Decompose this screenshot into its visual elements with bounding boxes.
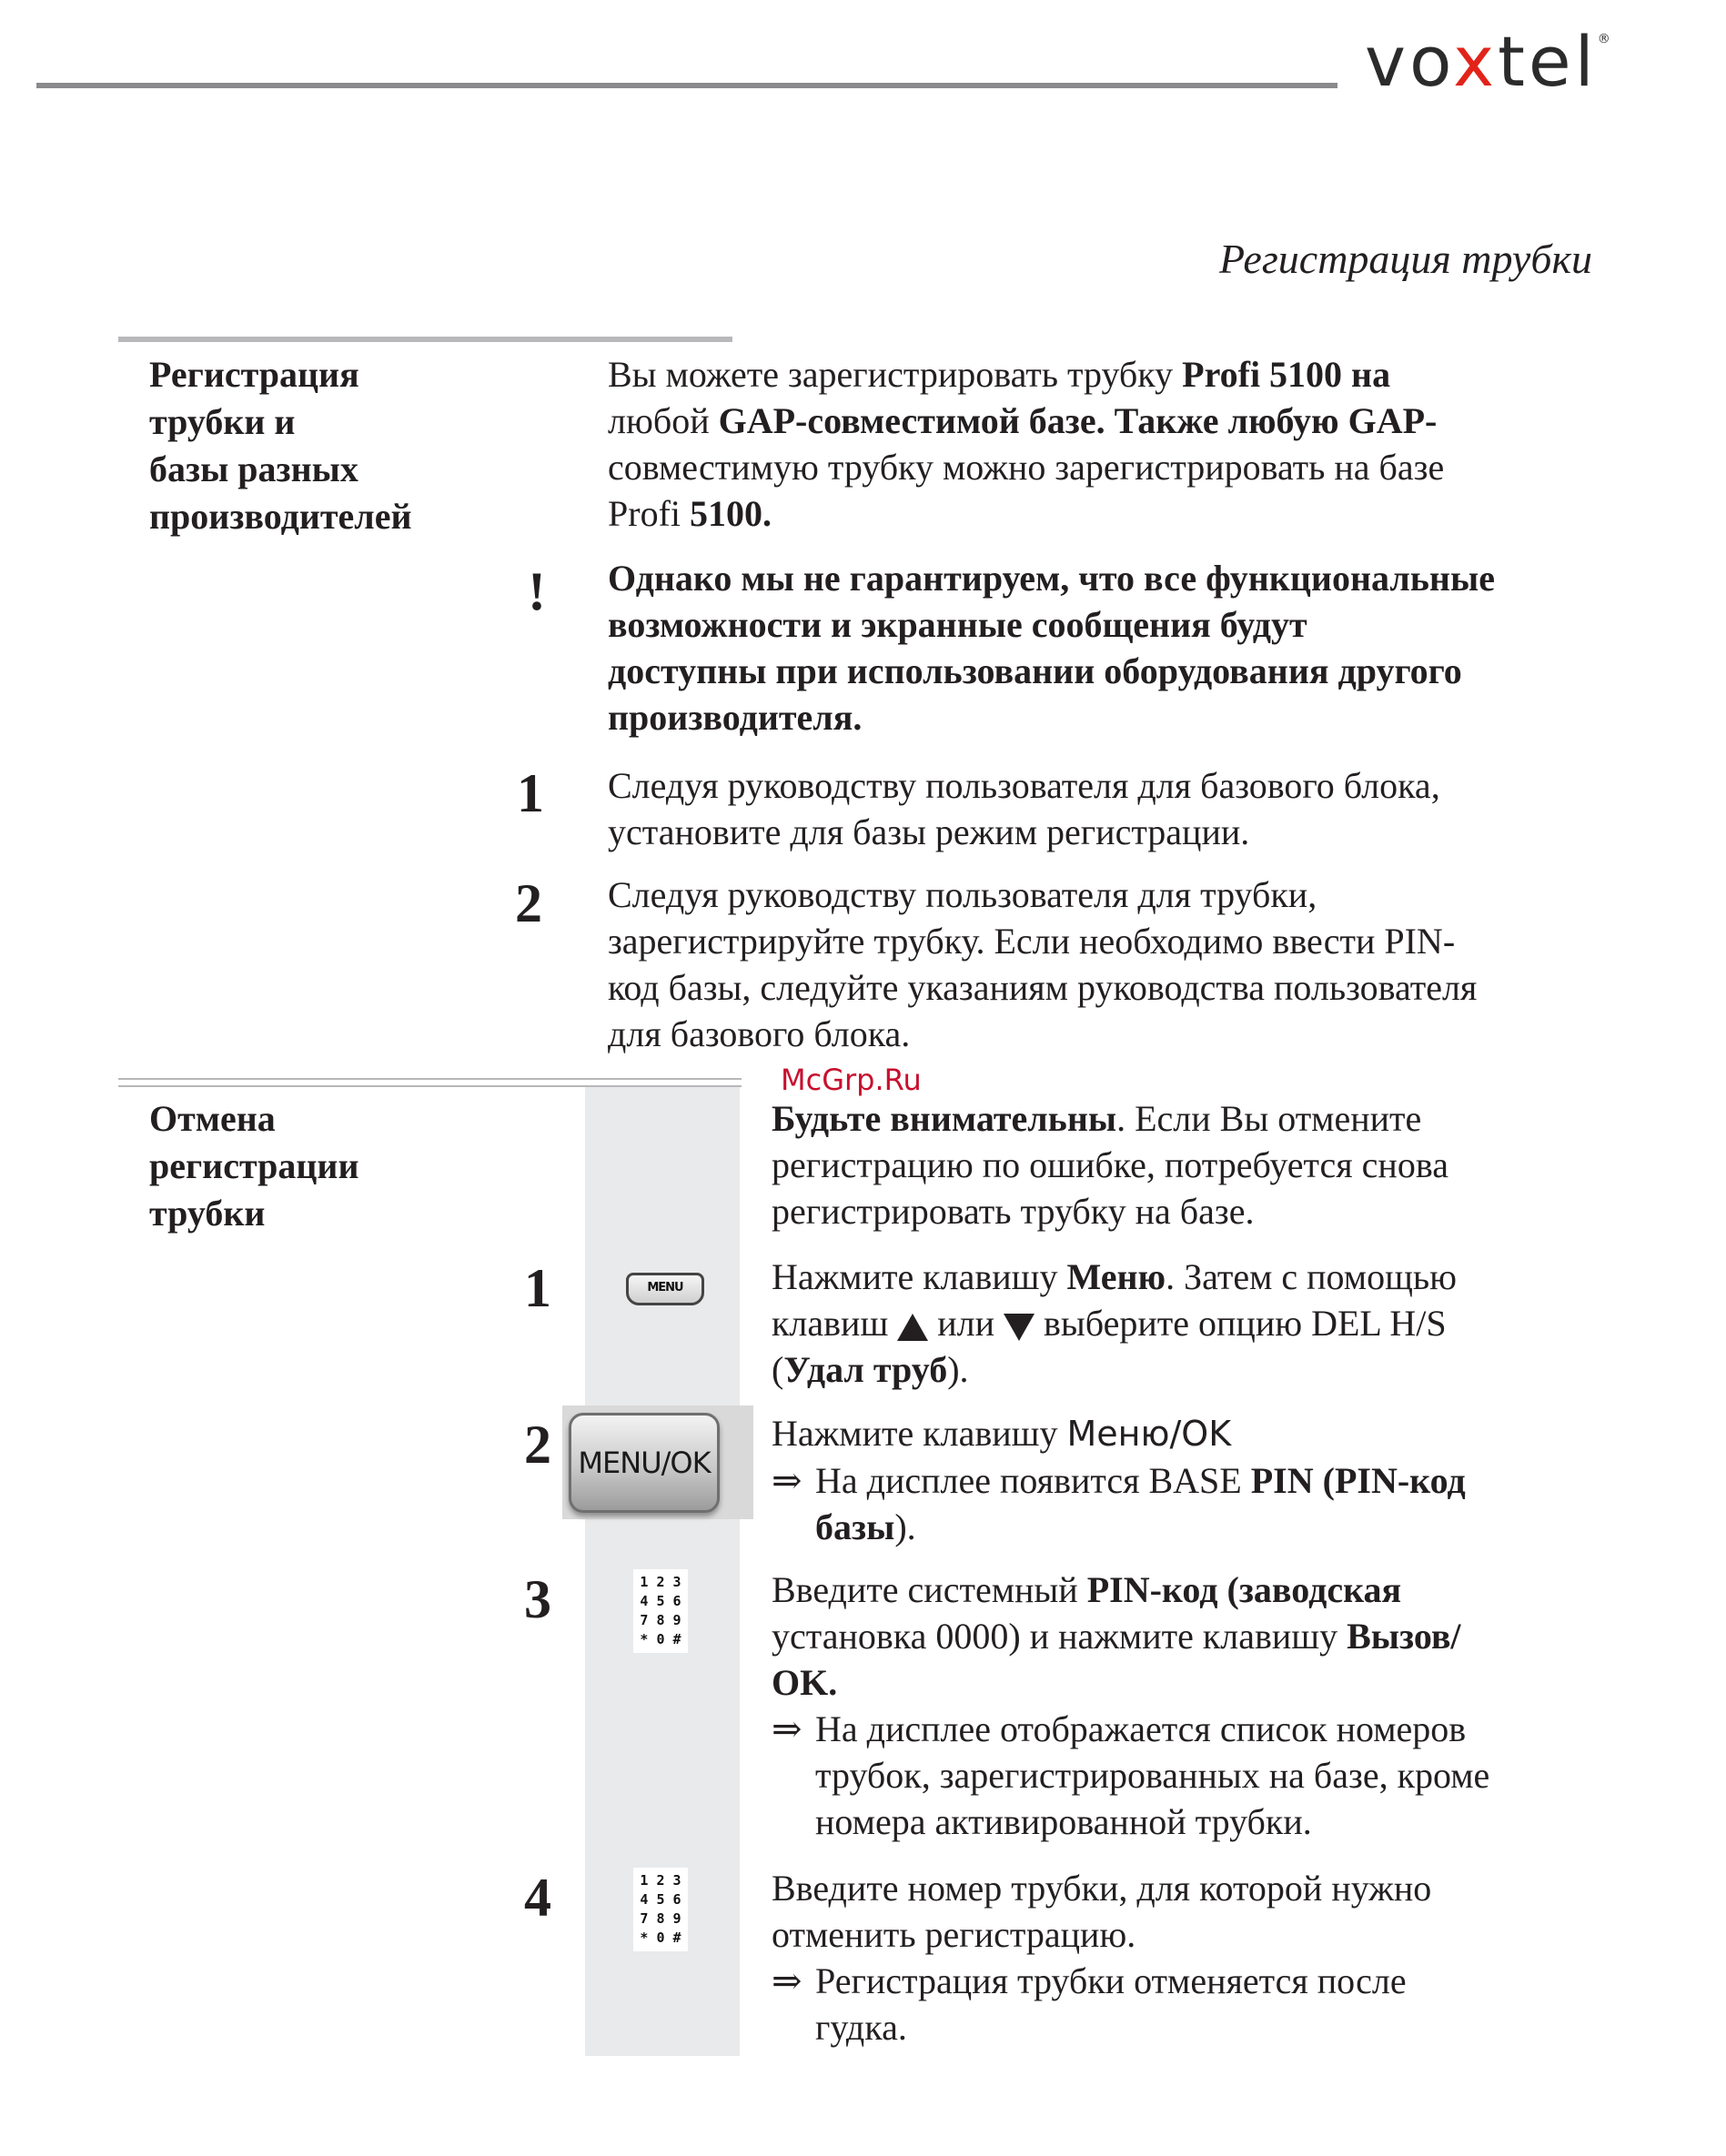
step-number: 4 — [524, 1868, 551, 1928]
section-intro: Будьте внимательны. Если Вы отмените регистрацию по ошибке, потребуется снова регистрировать трубку на базе. — [772, 1098, 1448, 1232]
section-heading: Регистрация трубки и базы разных производителей — [149, 354, 412, 537]
step-number: 3 — [524, 1569, 551, 1629]
keypad-icon: 1 2 3 4 5 6 7 8 9 * 0 # — [633, 1868, 688, 1951]
step-text: Введите системный PIN-код (заводская установка 0000) и нажмите клавишу Вызов/ OK. ⇒ На дисплее отображается список номеров трубок, зарегистрированных на базе, кроме номера активированной трубки. — [772, 1569, 1490, 1842]
step-number: 2 — [524, 1415, 551, 1475]
step-number: 1 — [517, 763, 544, 823]
section-divider — [118, 1085, 742, 1087]
step-number: 1 — [524, 1258, 551, 1318]
watermark: McGrp.Ru — [781, 1063, 922, 1097]
step-text: Введите номер трубки, для которой нужно отменить регистрацию. ⇒ Регистрация трубки отменяется после гудка. — [772, 1868, 1432, 2048]
section-divider — [118, 337, 732, 342]
keypad-icon: 1 2 3 4 5 6 7 8 9 * 0 # — [633, 1569, 688, 1653]
section-intro: Вы можете зарегистрировать трубку Profi 5100 на любой GAP-совместимой базе. Также любую GAP- совместимую трубку можно зарегистрировать на базе Profi 5100. — [608, 354, 1445, 534]
step-number: 2 — [515, 873, 542, 933]
voxtel-logo: voxtel® — [1365, 21, 1614, 102]
arrow-down-icon — [1004, 1314, 1035, 1341]
section-heading: Отмена регистрации трубки — [149, 1098, 359, 1234]
step-text: Нажмите клавишу Меню/OK ⇒ На дисплее появится BASE PIN (PIN-код базы). — [772, 1413, 1466, 1547]
arrow-up-icon — [897, 1314, 928, 1341]
section-divider — [118, 1078, 742, 1080]
menu-ok-key-icon: MENU/OK — [569, 1413, 720, 1513]
step-text: Нажмите клавишу Меню. Затем с помощью клавиш или выберите опцию DEL H/S (Удал труб). — [772, 1256, 1458, 1390]
page-title: Регистрация трубки — [1218, 236, 1592, 282]
step-text: Следуя руководству пользователя для базового блока, установите для базы режим регистрации. — [608, 765, 1440, 852]
header-rule — [36, 83, 1337, 88]
warning-text: Однако мы не гарантируем, что все функциональные возможности и экранные сообщения будут доступны при использовании оборудования другого производителя. — [608, 558, 1495, 738]
warning-icon: ! — [528, 561, 546, 621]
step-text: Следуя руководству пользователя для трубки, зарегистрируйте трубку. Если необходимо ввести PIN- код базы, следуйте указаниям руководства пользователя для базового блока. — [608, 874, 1478, 1054]
menu-key-icon: MENU — [626, 1273, 704, 1305]
